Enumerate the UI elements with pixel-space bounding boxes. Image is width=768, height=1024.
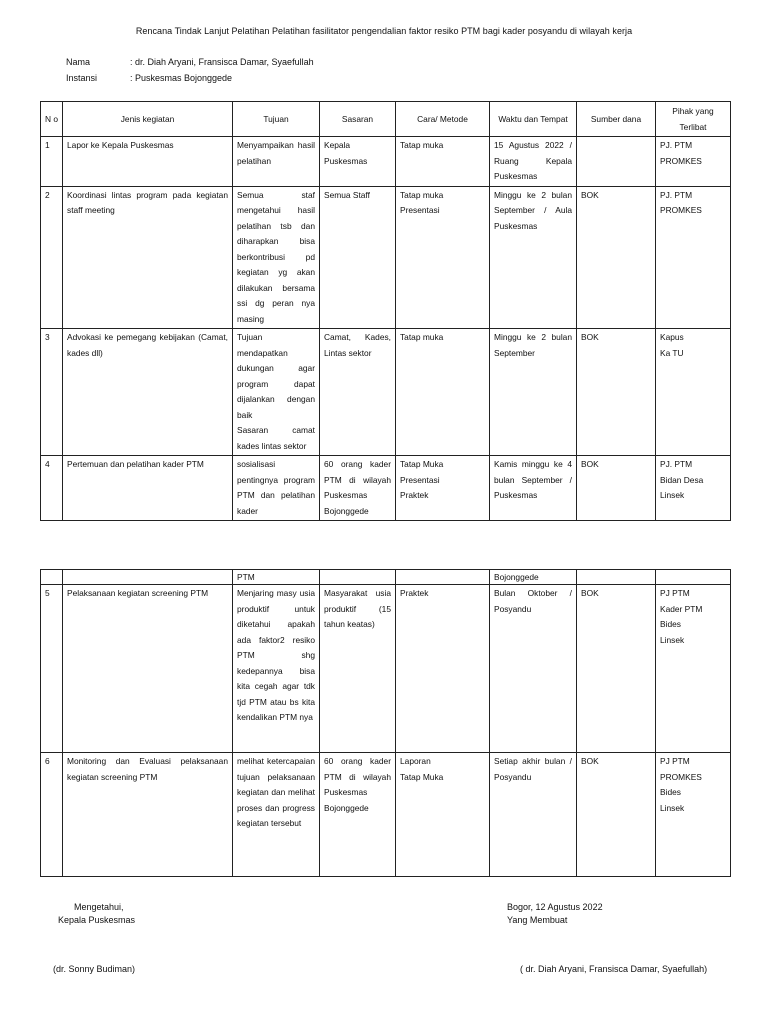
cara-item: Tatap Muka [400,459,444,469]
meta-instansi-row [66,73,466,83]
row-no: 5 [41,585,63,753]
meta-instansi-label: Instansi [66,73,98,83]
pihak-item: Ka TU [660,347,684,358]
meta-nama-label: Nama [66,57,91,67]
row-waktu: Setiap akhir bulan / Posyandu [490,753,577,877]
pihak-item: PROMKES [660,205,702,215]
pihak-item: PROMKES [660,771,702,782]
row-sasaran: 60 orang kader PTM di wilayah Puskesmas Bojonggede [320,456,396,521]
row-waktu: Minggu ke 2 bulan September [490,329,577,456]
row-pihak [656,753,731,877]
row-pihak [656,137,731,187]
signature-right-line1: Bogor, 12 Agustus 2022 [507,902,603,912]
row-sasaran: 60 orang kader PTM di wilayah Puskesmas Bojonggede [320,753,396,877]
row-waktu: Bulan Oktober / Posyandu [490,585,577,753]
continuation-waktu: Bojonggede [490,570,577,585]
cara-item: Tatap muka [400,332,444,342]
row-no: 4 [41,456,63,521]
row-pihak [656,186,731,329]
header-waktu: Waktu dan Tempat [490,102,577,137]
meta-nama-row [66,57,466,67]
row-kegiatan: Koordinasi lintas program pada kegiatan staff meeting [63,186,233,329]
row-cara [396,753,490,877]
row-pihak [656,456,731,521]
row-no: 6 [41,753,63,877]
pihak-item: PJ PTM [660,756,690,766]
table-row [41,585,731,753]
row-pihak [656,585,731,753]
row-kegiatan: Monitoring dan Evaluasi pelaksanaan kegiatan screening PTM [63,753,233,877]
pihak-item: Kader PTM [660,603,703,614]
row-no: 2 [41,186,63,329]
row-dana: BOK [577,753,656,877]
header-dana: Sumber dana [577,102,656,137]
row-waktu: Kamis minggu ke 4 bulan September / Puskesmas [490,456,577,521]
row-kegiatan: Advokasi ke pemegang kebijakan (Camat, kades dll) [63,329,233,456]
row-cara [396,456,490,521]
pihak-item: Linsek [660,634,685,645]
row-cara [396,329,490,456]
pihak-item: PJ PTM [660,588,690,598]
signature-left-name: (dr. Sonny Budiman) [53,964,136,974]
row-dana: BOK [577,456,656,521]
row-tujuan: Menyampaikan hasil pelatihan [233,137,320,187]
cara-item: Praktek [400,490,429,500]
row-cara [396,585,490,753]
pihak-item: Bidan Desa [660,474,704,485]
row-sasaran: Semua Staff [320,186,396,329]
row-waktu: Minggu ke 2 bulan September / Aula Puskesmas [490,186,577,329]
cara-item: Laporan [400,756,431,766]
signature-left-line1: Mengetahui, [74,902,124,912]
cara-item: Praktek [400,588,429,598]
pihak-item: PJ. PTM [660,459,693,469]
pihak-item: Linsek [660,490,685,500]
continuation-tujuan: PTM [233,570,320,585]
table-header-row [41,102,731,137]
row-tujuan: melihat ketercapaian tujuan pelaksanaan kegiatan dan melihat proses dan progress kegiatan tersebut [233,753,320,877]
row-dana [577,137,656,187]
row-kegiatan: Pertemuan dan pelatihan kader PTM [63,456,233,521]
row-waktu: 15 Agustus 2022 / Ruang Kepala Puskesmas [490,137,577,187]
row-tujuan: Semua staf mengetahui hasil pelatihan tsb dan diharapkan bisa berkontribusi pd kegiatan yg akan dilakukan bersama ssi dg peran nya masing [233,186,320,329]
row-sasaran: Kepala Puskesmas [320,137,396,187]
table-row [41,753,731,877]
row-dana: BOK [577,329,656,456]
row-no: 3 [41,329,63,456]
row-dana: BOK [577,585,656,753]
row-tujuan [233,329,320,456]
header-pihak: Pihak yang Terlibat [656,102,731,137]
signature-right-line2: Yang Membuat [507,915,568,925]
signature-left-line2: Kepala Puskesmas [58,915,136,925]
row-sasaran: Camat, Kades, Lintas sektor [320,329,396,456]
row-tujuan: sosialisasi pentingnya program PTM dan pelatihan kader [233,456,320,521]
row-cara: Tatap muka [396,137,490,187]
header-no: N o [41,102,63,137]
document-title: Rencana Tindak Lanjut Pelatihan Pelatihan fasilitator pengendalian faktor resiko PTM bagi kader posyandu di wilayah kerja [135,26,633,36]
cara-item: Tatap muka [400,189,444,200]
header-sasaran: Sasaran [320,102,396,137]
cara-item: Presentasi [400,474,440,485]
table-continuation-row [41,570,731,585]
row-kegiatan: Lapor ke Kepala Puskesmas [63,137,233,187]
cara-item: Tatap Muka [400,771,444,782]
table-row [41,456,731,521]
row-tujuan: Menjaring masy usia produktif untuk diketahui apakah ada faktor2 resiko PTM shg kedepannya bisa kita cegah agar tdk tjd PTM atau bs kita kendalikan PTM nya [233,585,320,753]
tujuan-text-2: Sasaran camat kades lintas sektor [237,425,315,451]
pihak-item: PROMKES [660,155,702,166]
header-tujuan: Tujuan [233,102,320,137]
pihak-item: Bides [660,787,681,797]
tujuan-text: Tujuan mendapatkan dukungan agar program dapat dijalankan dengan baik [237,332,315,420]
header-cara: Cara/ Metode [396,102,490,137]
row-kegiatan: Pelaksanaan kegiatan screening PTM [63,585,233,753]
pihak-item: Bides [660,619,681,629]
header-kegiatan: Jenis kegiatan [63,102,233,137]
row-pihak [656,329,731,456]
table-row [41,137,731,187]
row-dana: BOK [577,186,656,329]
meta-nama-value: : dr. Diah Aryani, Fransisca Damar, Syaefullah [130,57,314,67]
pihak-item: PJ. PTM [660,189,693,200]
row-no: 1 [41,137,63,187]
table-row [41,329,731,456]
row-sasaran: Masyarakat usia produktif (15 tahun keatas) [320,585,396,753]
pihak-item: Kapus [660,332,684,342]
meta-instansi-value: : Puskesmas Bojonggede [130,73,233,83]
signature-right-name: ( dr. Diah Aryani, Fransisca Damar, Syaefullah) [520,964,708,974]
activity-table-page1 [40,101,731,521]
pihak-item: PJ. PTM [660,140,693,150]
cara-item: Presentasi [400,205,440,215]
table-row [41,186,731,329]
row-cara [396,186,490,329]
activity-table-page2 [40,569,731,877]
pihak-item: Linsek [660,802,685,813]
